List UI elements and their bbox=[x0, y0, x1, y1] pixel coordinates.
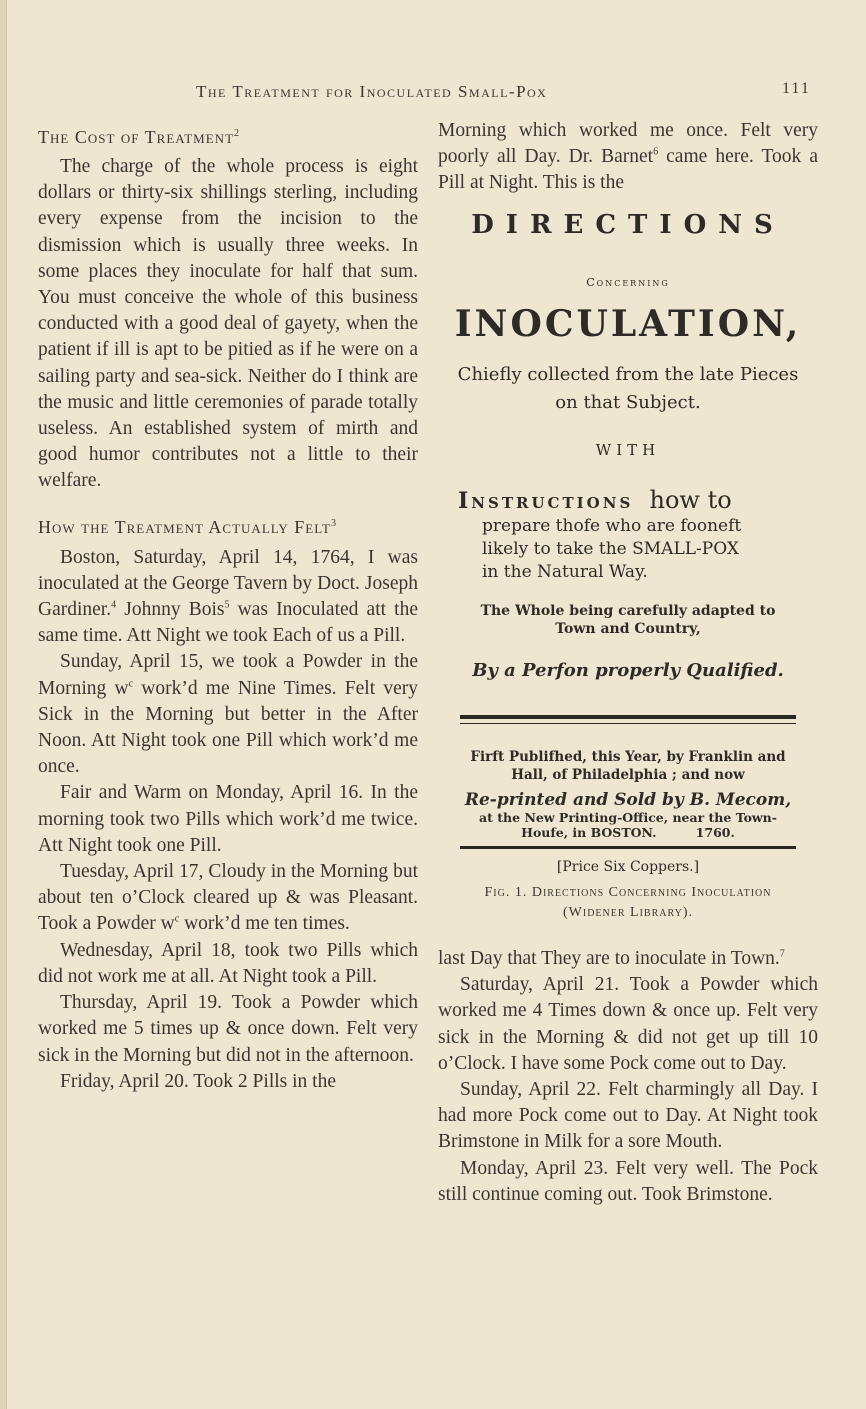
figure-directions: DIRECTIONS bbox=[471, 210, 785, 240]
footnote-ref: 3 bbox=[330, 517, 337, 529]
figure-instructions: Instructions how to prepare thofe who are fooneft likely to take the SMALL-POX in the Natural Way. bbox=[458, 486, 742, 582]
paragraph-thursday: Thursday, April 19. Took a Powder which worked me 5 times up & once down. Felt very sick in the Morning but did not in the afternoon. bbox=[38, 992, 418, 1066]
figure-rule-thick bbox=[460, 715, 796, 719]
paragraph-friday: Friday, April 20. Took 2 Pills in the bbox=[60, 1070, 336, 1092]
figure-broadside bbox=[438, 200, 818, 923]
paragraph-last-day: last Day that They are to inoculate in Town.$^7$ bbox=[438, 948, 785, 969]
section-title-felt: How the Treatment Actually Felt$^3$ bbox=[38, 516, 337, 537]
right-column-bottom bbox=[438, 946, 818, 1208]
section-title-cost: The Cost of Treatment$^2$ bbox=[38, 127, 241, 147]
figure-reprinted: Re-printed and Sold by B. Mecom, bbox=[464, 790, 792, 810]
left-column bbox=[38, 124, 418, 1095]
footnote-ref: 5 bbox=[224, 599, 230, 611]
page-binding-edge bbox=[0, 0, 7, 1409]
paragraph-monday-23: Monday, April 23. Felt very well. The Pock still continue coming out. Took Brimstone. bbox=[438, 1157, 818, 1205]
figure-by-person: By a Perfon properly Qualified. bbox=[472, 660, 784, 681]
paragraph-friday-cont: Morning which worked me once. Felt very poorly all Day. Dr. Barnet$^6$ came here. Took a Pill at Night. This is the bbox=[438, 120, 818, 194]
paragraph-tuesday: Tuesday, April 17, Cloudy in the Morning but about ten o’Clock cleared up & was Pleasant. Took a Powder $w^c$ work’d me ten times. bbox=[38, 861, 418, 935]
figure-chiefly: Chiefly collected from the late Pieces on that Subject. bbox=[457, 364, 799, 413]
page-number: 111 bbox=[782, 80, 811, 97]
footnote-ref: 6 bbox=[653, 146, 659, 158]
figure-rule-thin bbox=[460, 723, 796, 724]
paragraph-wednesday: Wednesday, April 18, took two Pills which did not work me at all. At Night took a Pill. bbox=[38, 939, 418, 987]
paragraph-sunday-22: Sunday, April 22. Felt charmingly all Day. I had more Pock come out to Day. At Night took Brimstone in Milk for a sore Mouth. bbox=[438, 1079, 818, 1153]
right-column-top bbox=[438, 118, 818, 197]
footnote-ref: 4 bbox=[111, 599, 117, 611]
footnote-ref: 2 bbox=[234, 128, 241, 139]
paragraph-sunday: Sunday, April 15, we took a Powder in the Morning $w^c$ work’d me Nine Times. Felt very Sick in the Morning but better in the After Noon. Att Night took one Pill which work’d me once. bbox=[38, 651, 418, 778]
figure-printing-office: at the New Printing-Office, near the Town- Houfe, in BOSTON. 1760. bbox=[479, 810, 777, 840]
paragraph-saturday: Boston, Saturday, April 14, 1764, I was inoculated at the George Tavern by Doct. Joseph Gardiner.$^4$ Johnny Bois$^5$ was Inoculated att the same time. Att Night we took Each of us a Pill. bbox=[38, 546, 418, 647]
figure-price: [Price Six Coppers.] bbox=[556, 859, 700, 875]
figure-concerning: Concerning bbox=[586, 276, 670, 289]
paragraph-saturday-21: Saturday, April 21. Took a Powder which worked me 4 Times down & once up. Felt very sick in the Morning & did not get up till 10 o’Clock. I have some Pock come out to Day. bbox=[438, 974, 818, 1074]
figure-caption: Fig. 1. Directions Concerning Inoculation (Widener Library). bbox=[484, 885, 772, 920]
paragraph-cost: The charge of the whole process is eight dollars or thirty-six shillings sterling, including every expense from the incision to the dismission which is usually three weeks. In some places they inoculate for half that sum. You must conceive the whole of this business conducted with a good deal of gayety, when the patient if ill is apt to be pitied as if he were on a sailing party and sea-sick. Neither do I think are the music and little ceremonies of parade totally useless. An established system of mirth and good humor contributes not a little to their welfare. bbox=[38, 156, 418, 492]
figure-whole: The Whole being carefully adapted to Town and Country, bbox=[480, 603, 776, 637]
footnote-ref: 7 bbox=[779, 948, 785, 960]
figure-first-published: Firft Publifhed, this Year, by Franklin and Hall, of Philadelphia ; and now bbox=[470, 749, 786, 783]
figure-with: WITH bbox=[595, 441, 661, 459]
paragraph-monday: Fair and Warm on Monday, April 16. In the morning took two Pills which work’d me twice. Att Night took one Pill. bbox=[38, 782, 418, 856]
figure-inoculation: INOCULATION, bbox=[454, 303, 802, 345]
figure-rule-bottom bbox=[460, 846, 796, 849]
running-title: The Treatment for Inoculated Small-Pox bbox=[196, 82, 548, 101]
